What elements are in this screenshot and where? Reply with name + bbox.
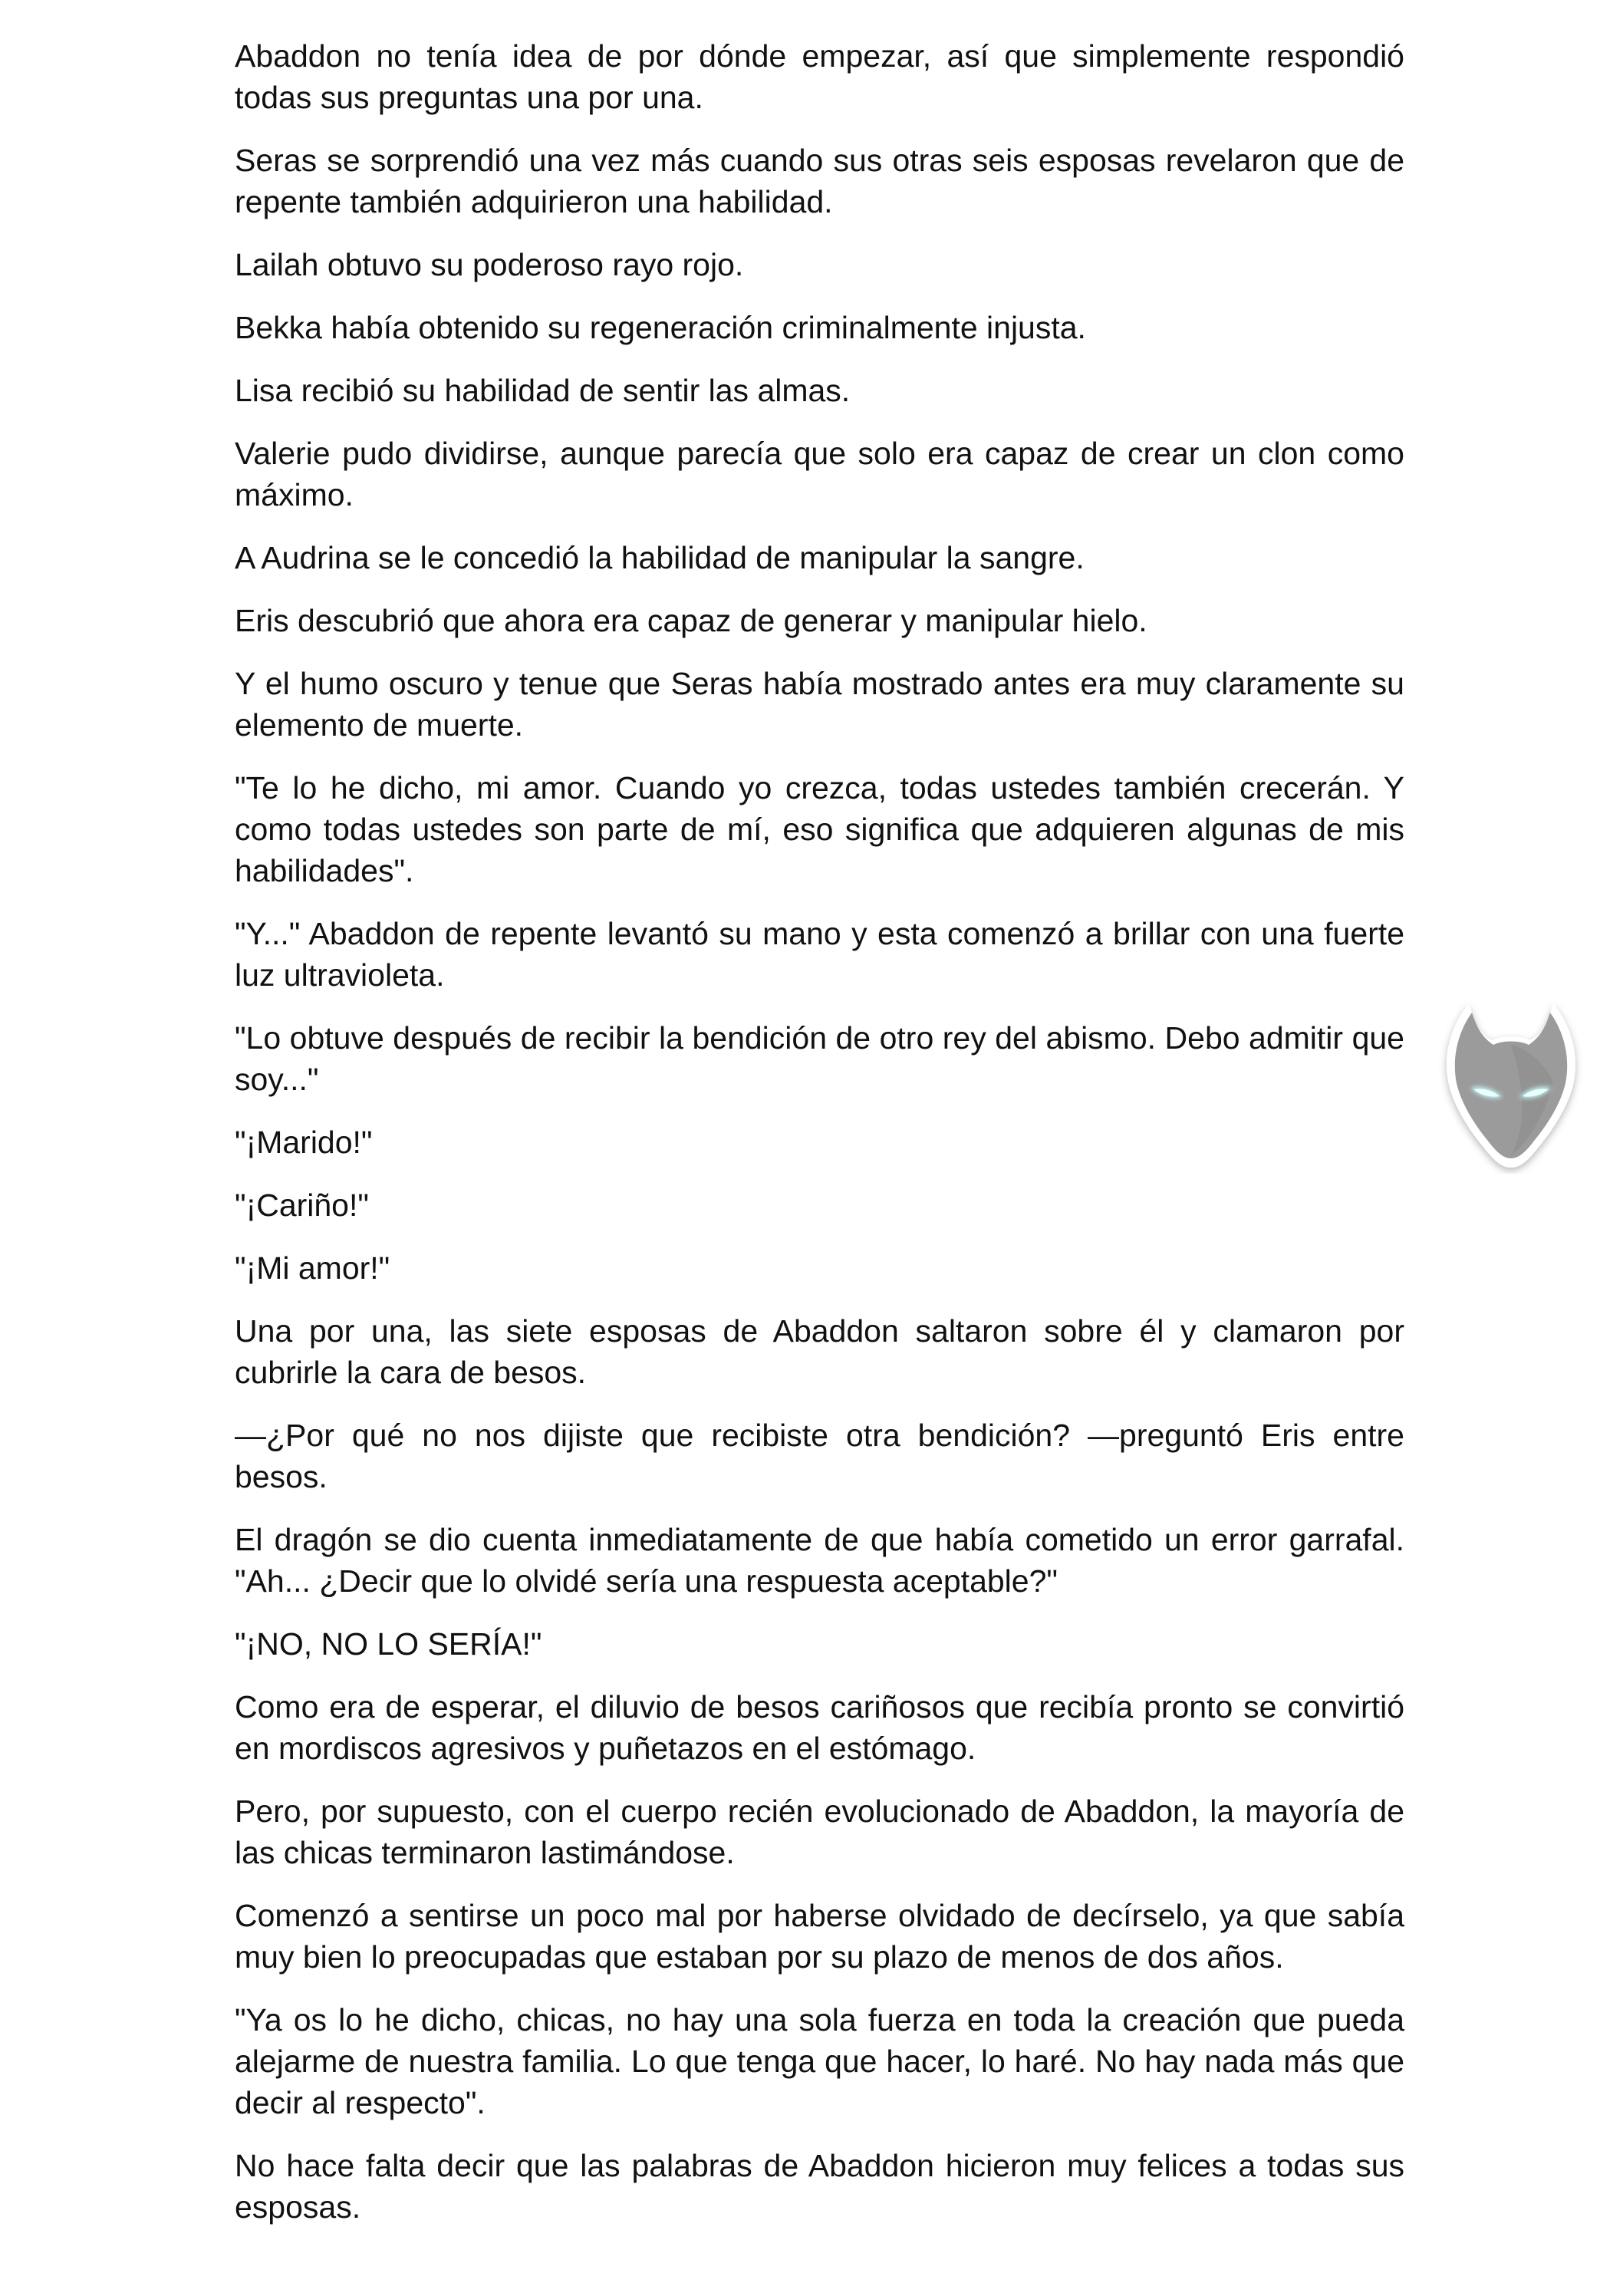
- paragraph: —¿Por qué no nos dijiste que recibiste otra bendición? —preguntó Eris entre besos.: [235, 1418, 1404, 1494]
- document-page: [235, 35, 1404, 2228]
- paragraph: Lisa recibió su habilidad de sentir las almas.: [235, 373, 851, 408]
- paragraph: Comenzó a sentirse un poco mal por haberse olvidado de decírselo, ya que sabía muy bien lo preocupadas que estaban por su plazo de menos de dos años.: [235, 1898, 1404, 1975]
- paragraph: "¡NO, NO LO SERÍA!": [235, 1626, 542, 1662]
- paragraph: Como era de esperar, el diluvio de besos cariñosos que recibía pronto se convirtió en mordiscos agresivos y puñetazos en el estómago.: [235, 1689, 1404, 1766]
- paragraph: No hace falta decir que las palabras de Abaddon hicieron muy felices a todas sus esposas.: [235, 2148, 1404, 2225]
- paragraph: A Audrina se le concedió la habilidad de manipular la sangre.: [235, 540, 1085, 575]
- paragraph: Valerie pudo dividirse, aunque parecía que solo era capaz de crear un clon como máximo.: [235, 436, 1404, 512]
- paragraph: Lailah obtuvo su poderoso rayo rojo.: [235, 247, 744, 282]
- paragraph: Eris descubrió que ahora era capaz de generar y manipular hielo.: [235, 603, 1147, 638]
- paragraph: Bekka había obtenido su regeneración criminalmente injusta.: [235, 310, 1086, 345]
- paragraph: Y el humo oscuro y tenue que Seras había mostrado antes era muy claramente su elemento de muerte.: [235, 666, 1404, 743]
- paragraph: "¡Mi amor!": [235, 1250, 390, 1286]
- demon-head-icon: [1438, 997, 1584, 1174]
- paragraph: "Lo obtuve después de recibir la bendición de otro rey del abismo. Debo admitir que soy...": [235, 1020, 1404, 1097]
- paragraph: Seras se sorprendió una vez más cuando sus otras seis esposas revelaron que de repente también adquirieron una habilidad.: [235, 143, 1404, 219]
- paragraph: "Ya os lo he dicho, chicas, no hay una sola fuerza en toda la creación que pueda alejarme de nuestra familia. Lo que tenga que hacer, lo haré. No hay nada más que decir al respecto".: [235, 2002, 1404, 2120]
- paragraph: El dragón se dio cuenta inmediatamente de que había cometido un error garrafal. "Ah... ¿Decir que lo olvidé sería una respuesta aceptable?": [235, 1522, 1404, 1599]
- paragraph: "Y..." Abaddon de repente levantó su mano y esta comenzó a brillar con una fuerte luz ultravioleta.: [235, 916, 1404, 993]
- paragraph: Abaddon no tenía idea de por dónde empezar, así que simplemente respondió todas sus preguntas una por una.: [235, 38, 1404, 115]
- paragraph: Una por una, las siete esposas de Abaddon saltaron sobre él y clamaron por cubrirle la cara de besos.: [235, 1313, 1404, 1390]
- paragraph: "Te lo he dicho, mi amor. Cuando yo crezca, todas ustedes también crecerán. Y como todas ustedes son parte de mí, eso significa que adquieren algunas de mis habilidades".: [235, 770, 1404, 888]
- paragraph: Pero, por supuesto, con el cuerpo recién evolucionado de Abaddon, la mayoría de las chicas terminaron lastimándose.: [235, 1794, 1404, 1870]
- paragraph: "¡Cariño!": [235, 1188, 369, 1223]
- paragraph: "¡Marido!": [235, 1125, 373, 1160]
